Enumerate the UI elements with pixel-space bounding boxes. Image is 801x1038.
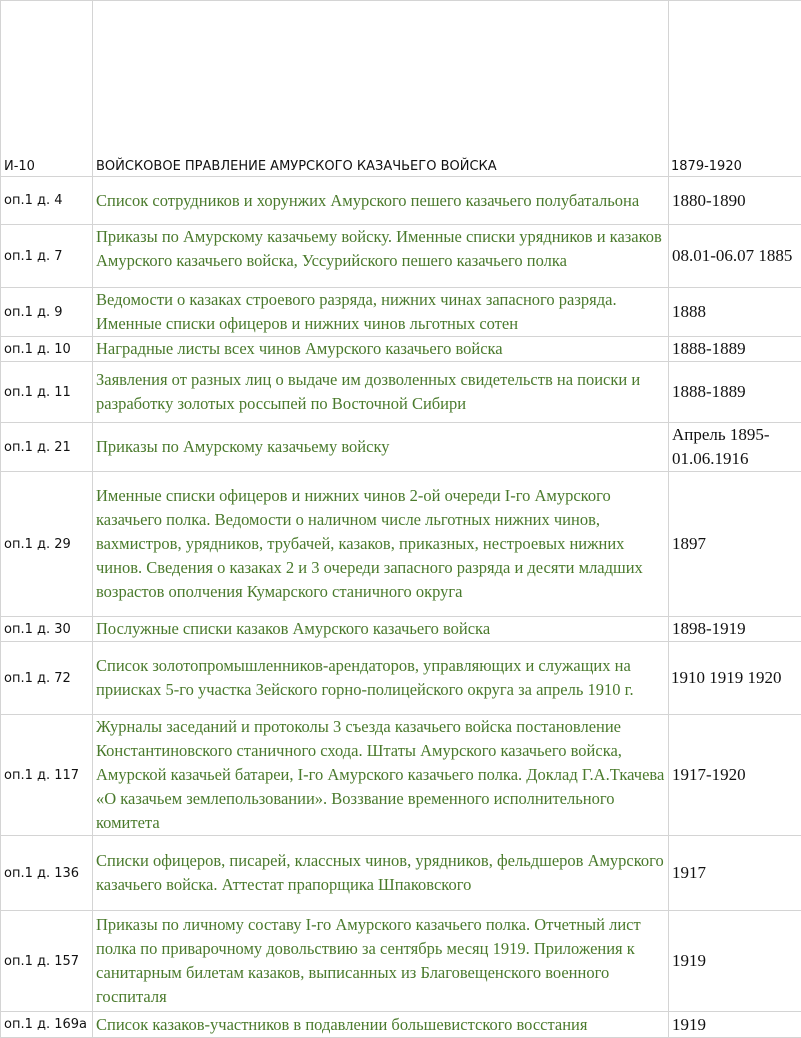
table-row <box>1 911 801 1012</box>
file-description-cell[interactable]: Списки офицеров, писарей, классных чинов, урядников, фельдшеров Амурского казачьего войска. Аттестат прапорщика Шпаковского <box>93 836 669 911</box>
file-date-cell[interactable]: 1919 <box>669 1012 801 1038</box>
table-row <box>1 836 801 911</box>
table-row <box>1 642 801 715</box>
file-code-cell[interactable]: оп.1 д. 7 <box>1 225 93 288</box>
file-code-cell[interactable]: оп.1 д. 4 <box>1 177 93 225</box>
file-code-cell[interactable]: оп.1 д. 117 <box>1 715 93 836</box>
file-code-cell[interactable]: оп.1 д. 10 <box>1 337 93 362</box>
file-date-cell[interactable]: 1880-1890 <box>669 177 801 225</box>
table-row <box>1 225 801 288</box>
file-date-cell[interactable]: 1910 1919 1920 <box>669 642 801 715</box>
table-row <box>1 337 801 362</box>
file-date-cell[interactable]: 08.01-06.07 1885 <box>669 225 801 288</box>
file-date-cell[interactable]: 1888-1889 <box>669 337 801 362</box>
file-date-cell[interactable]: 1888-1889 <box>669 362 801 423</box>
fund-dates-cell[interactable]: 1879-1920 <box>669 1 801 177</box>
file-code-cell[interactable]: оп.1 д. 72 <box>1 642 93 715</box>
file-code-cell[interactable]: оп.1 д. 157 <box>1 911 93 1012</box>
table-row <box>1 715 801 836</box>
file-description-cell[interactable]: Список сотрудников и хорунжих Амурского пешего казачьего полубатальона <box>93 177 669 225</box>
file-code-cell[interactable]: оп.1 д. 29 <box>1 472 93 617</box>
table-row <box>1 617 801 642</box>
table-row <box>1 288 801 337</box>
file-code-cell[interactable]: оп.1 д. 9 <box>1 288 93 337</box>
file-description-cell[interactable]: Приказы по личному составу I-го Амурского казачьего полка. Отчетный лист полка по приварочному довольствию за сентябрь месяц 1919. Приложения к санитарным билетам казаков, выписанных из Благовещенского военного госпиталя <box>93 911 669 1012</box>
file-code-cell[interactable]: оп.1 д. 11 <box>1 362 93 423</box>
file-description-cell[interactable]: Ведомости о казаках строевого разряда, нижних чинах запасного разряда. Именные списки офицеров и нижних чинов льготных сотен <box>93 288 669 337</box>
file-date-cell[interactable]: 1917-1920 <box>669 715 801 836</box>
file-description-cell[interactable]: Приказы по Амурскому казачьему войску. Именные списки урядников и казаков Амурского казачьего войска, Уссурийского пешего казачьего полка <box>93 225 669 288</box>
table-row <box>1 362 801 423</box>
table-row <box>1 177 801 225</box>
file-description-cell[interactable]: Наградные листы всех чинов Амурского казачьего войска <box>93 337 669 362</box>
file-description-cell[interactable]: Список казаков-участников в подавлении большевистского восстания <box>93 1012 669 1038</box>
file-date-cell[interactable]: Апрель 1895-01.06.1916 <box>669 423 801 472</box>
file-description-cell[interactable]: Послужные списки казаков Амурского казачьего войска <box>93 617 669 642</box>
file-code-cell[interactable]: оп.1 д. 169а <box>1 1012 93 1038</box>
file-date-cell[interactable]: 1888 <box>669 288 801 337</box>
file-description-cell[interactable]: Список золотопромышленников-арендаторов, управляющих и служащих на приисках 5-го участка Зейского горно-полицейского округа за апрель 1910 г. <box>93 642 669 715</box>
file-description-cell[interactable]: Журналы заседаний и протоколы 3 съезда казачьего войска постановление Константиновского станичного схода. Штаты Амурского казачьего войска, Амурской казачьей батареи, I-го Амурского казачьего полка. Доклад Г.А.Ткачева «О казачьем землепользовании». Воззвание временного исполнительного комитета <box>93 715 669 836</box>
file-code-cell[interactable]: оп.1 д. 136 <box>1 836 93 911</box>
table-row <box>1 423 801 472</box>
fund-code-cell[interactable]: И-10 <box>1 1 93 177</box>
file-code-cell[interactable]: оп.1 д. 21 <box>1 423 93 472</box>
file-date-cell[interactable]: 1919 <box>669 911 801 1012</box>
file-code-cell[interactable]: оп.1 д. 30 <box>1 617 93 642</box>
fund-title-cell[interactable]: ВОЙСКОВОЕ ПРАВЛЕНИЕ АМУРСКОГО КАЗАЧЬЕГО ВОЙСКА <box>93 1 669 177</box>
table-row <box>1 1012 801 1038</box>
file-description-cell[interactable]: Именные списки офицеров и нижних чинов 2-ой очереди I-го Амурского казачьего полка. Ведомости о наличном числе льготных нижних чинов, вахмистров, урядников, трубачей, казаков, приказных, нестроевых нижних чинов. Сведения о казаках 2 и 3 очереди запасного разряда и десяти младших возрастов ополчения Кумарского станичного округа <box>93 472 669 617</box>
fund-header-row <box>1 1 801 177</box>
file-date-cell[interactable]: 1917 <box>669 836 801 911</box>
file-description-cell[interactable]: Приказы по Амурскому казачьему войску <box>93 423 669 472</box>
file-description-cell[interactable]: Заявления от разных лиц о выдаче им дозволенных свидетельств на поиски и разработку золотых россыпей по Восточной Сибири <box>93 362 669 423</box>
table-row <box>1 472 801 617</box>
file-date-cell[interactable]: 1898-1919 <box>669 617 801 642</box>
file-date-cell[interactable]: 1897 <box>669 472 801 617</box>
